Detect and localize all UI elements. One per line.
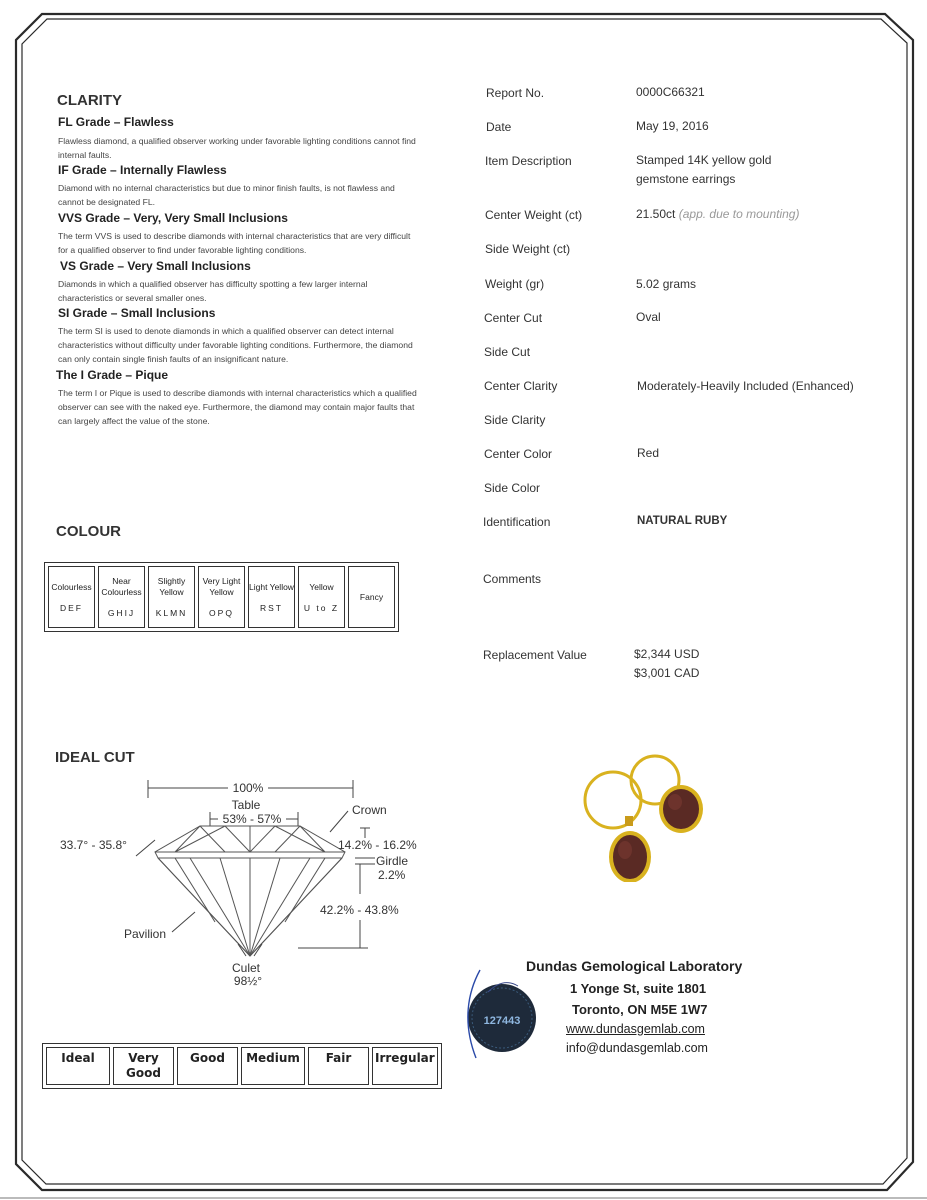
ruby-earrings-photo — [575, 752, 735, 882]
clarity-grade-text: Flawless diamond, a qualified observer working under favorable lighting conditions cannot find internal faults. — [58, 136, 416, 160]
clarity-grade-text: The term VVS is used to describe diamonds with internal characteristics that are very difficult for a qualified observer to find under favorable lighting conditions. — [58, 231, 411, 255]
lab-address-1: 1 Yonge St, suite 1801 — [570, 981, 707, 996]
culet-value: 98½° — [233, 974, 263, 988]
center-weight-value: 21.50ct (app. due to mounting) — [636, 207, 800, 221]
lab-name: Dundas Gemological Laboratory — [526, 958, 743, 974]
clarity-grade-text: Diamond with no internal characteristics but due to minor finish faults, is not flawless and cannot be designated FL. — [58, 183, 395, 207]
identification-value: NATURAL RUBY — [637, 515, 728, 527]
center-clarity-value: Moderately-Heavily Included (Enhanced) — [637, 379, 854, 393]
colour-cell: Fancy — [348, 566, 395, 628]
center-color-value: Red — [637, 446, 660, 460]
lab-address-2: Toronto, ON M5E 1W7 — [572, 1002, 708, 1017]
replacement-value-cad: $3,001 CAD — [634, 666, 700, 680]
center-clarity-label: Center Clarity — [484, 379, 558, 393]
colour-scale-table — [44, 562, 399, 632]
item-description-value: Stamped 14K yellow gold — [636, 153, 772, 167]
replacement-value-label: Replacement Value — [483, 648, 587, 662]
width-label: 100% — [232, 781, 264, 795]
clarity-grade-title: SI Grade – Small Inclusions — [58, 306, 216, 320]
lab-website-link[interactable]: www.dundasgemlab.com — [566, 1022, 705, 1036]
crown-angle-label: 33.7° - 35.8° — [60, 838, 127, 852]
colour-cell: Colourless DEF — [48, 566, 95, 628]
clarity-grade-text: The term SI is used to denote diamonds in which a qualified observer can detect internal characteristics without difficulty under favorable lighting conditions. Furthermore, the diamond can only contain single finish faults of an insignificant nature. — [58, 326, 413, 364]
colour-cell: Near Colourless GHIJ — [98, 566, 145, 628]
comments-label: Comments — [483, 572, 542, 586]
clarity-grade-title: FL Grade – Flawless — [58, 115, 174, 129]
table-range-label: 53% - 57% — [222, 812, 282, 826]
item-description-label: Item Description — [485, 154, 572, 168]
crown-label: Crown — [352, 803, 387, 817]
lab-seal — [458, 962, 548, 1062]
clarity-grade-text: The term I or Pique is used to describe diamonds with internal characteristics which a qualified observer can see with the naked eye. Furthermore, the diamond may contain major faults that can largely affect the value of the stone. — [58, 388, 417, 426]
cut-grade-cell: Medium — [241, 1047, 305, 1085]
center-weight-label: Center Weight (ct) — [485, 208, 583, 222]
weight-gr-label: Weight (gr) — [485, 277, 545, 291]
cut-grade-cell: Fair — [308, 1047, 369, 1085]
replacement-value-usd: $2,344 USD — [634, 647, 700, 661]
clarity-heading: CLARITY — [57, 92, 122, 109]
cut-grade-table — [42, 1043, 442, 1089]
date-value: May 19, 2016 — [636, 119, 709, 133]
center-weight-note: (app. due to mounting) — [678, 207, 800, 221]
clarity-grade-title: IF Grade – Internally Flawless — [58, 163, 227, 177]
weight-gr-value: 5.02 grams — [636, 277, 697, 291]
colour-cell: Very Light Yellow OPQ — [198, 566, 245, 628]
center-color-label: Center Color — [484, 447, 553, 461]
diamond-cut-diagram — [50, 772, 440, 992]
identification-label: Identification — [483, 515, 551, 529]
cut-grade-cell: Good — [177, 1047, 238, 1085]
center-cut-value: Oval — [636, 310, 661, 324]
table-label: Table — [231, 798, 261, 812]
crown-height-label: 14.2% - 16.2% — [338, 838, 417, 852]
side-clarity-label: Side Clarity — [484, 413, 546, 427]
clarity-grade-text: Diamonds in which a qualified observer has difficulty spotting a few larger internal characteristics or several smaller ones. — [58, 279, 368, 303]
seal-number: 127443 — [483, 1015, 521, 1027]
lab-email: info@dundasgemlab.com — [566, 1041, 708, 1055]
colour-cell: Slightly Yellow KLMN — [148, 566, 195, 628]
side-cut-label: Side Cut — [484, 345, 531, 359]
clarity-grade-title: The I Grade – Pique — [56, 368, 169, 382]
colour-heading: COLOUR — [56, 523, 121, 540]
cut-grade-cell: Very Good — [113, 1047, 174, 1085]
pavilion-label: Pavilion — [124, 927, 167, 941]
cut-grade-cell: Ideal — [46, 1047, 110, 1085]
center-cut-label: Center Cut — [484, 311, 543, 325]
clarity-grade-title: VS Grade – Very Small Inclusions — [60, 259, 251, 273]
side-color-label: Side Color — [484, 481, 541, 495]
pavilion-depth-label: 42.2% - 43.8% — [320, 903, 399, 917]
date-label: Date — [486, 120, 512, 134]
girdle-label: Girdle — [376, 854, 409, 868]
cut-grade-cell: Irregular — [372, 1047, 438, 1085]
report-no-label: Report No. — [486, 86, 545, 100]
side-weight-label: Side Weight (ct) — [485, 242, 571, 256]
culet-label: Culet — [231, 961, 261, 975]
item-description-value-2: gemstone earrings — [636, 172, 736, 186]
report-no-value: 0000C66321 — [636, 85, 705, 99]
clarity-grade-title: VVS Grade – Very, Very Small Inclusions — [58, 211, 288, 225]
girdle-value: 2.2% — [378, 868, 406, 882]
colour-cell: Light Yellow RST — [248, 566, 295, 628]
ideal-cut-heading: IDEAL CUT — [55, 749, 135, 766]
colour-cell: Yellow U to Z — [298, 566, 345, 628]
